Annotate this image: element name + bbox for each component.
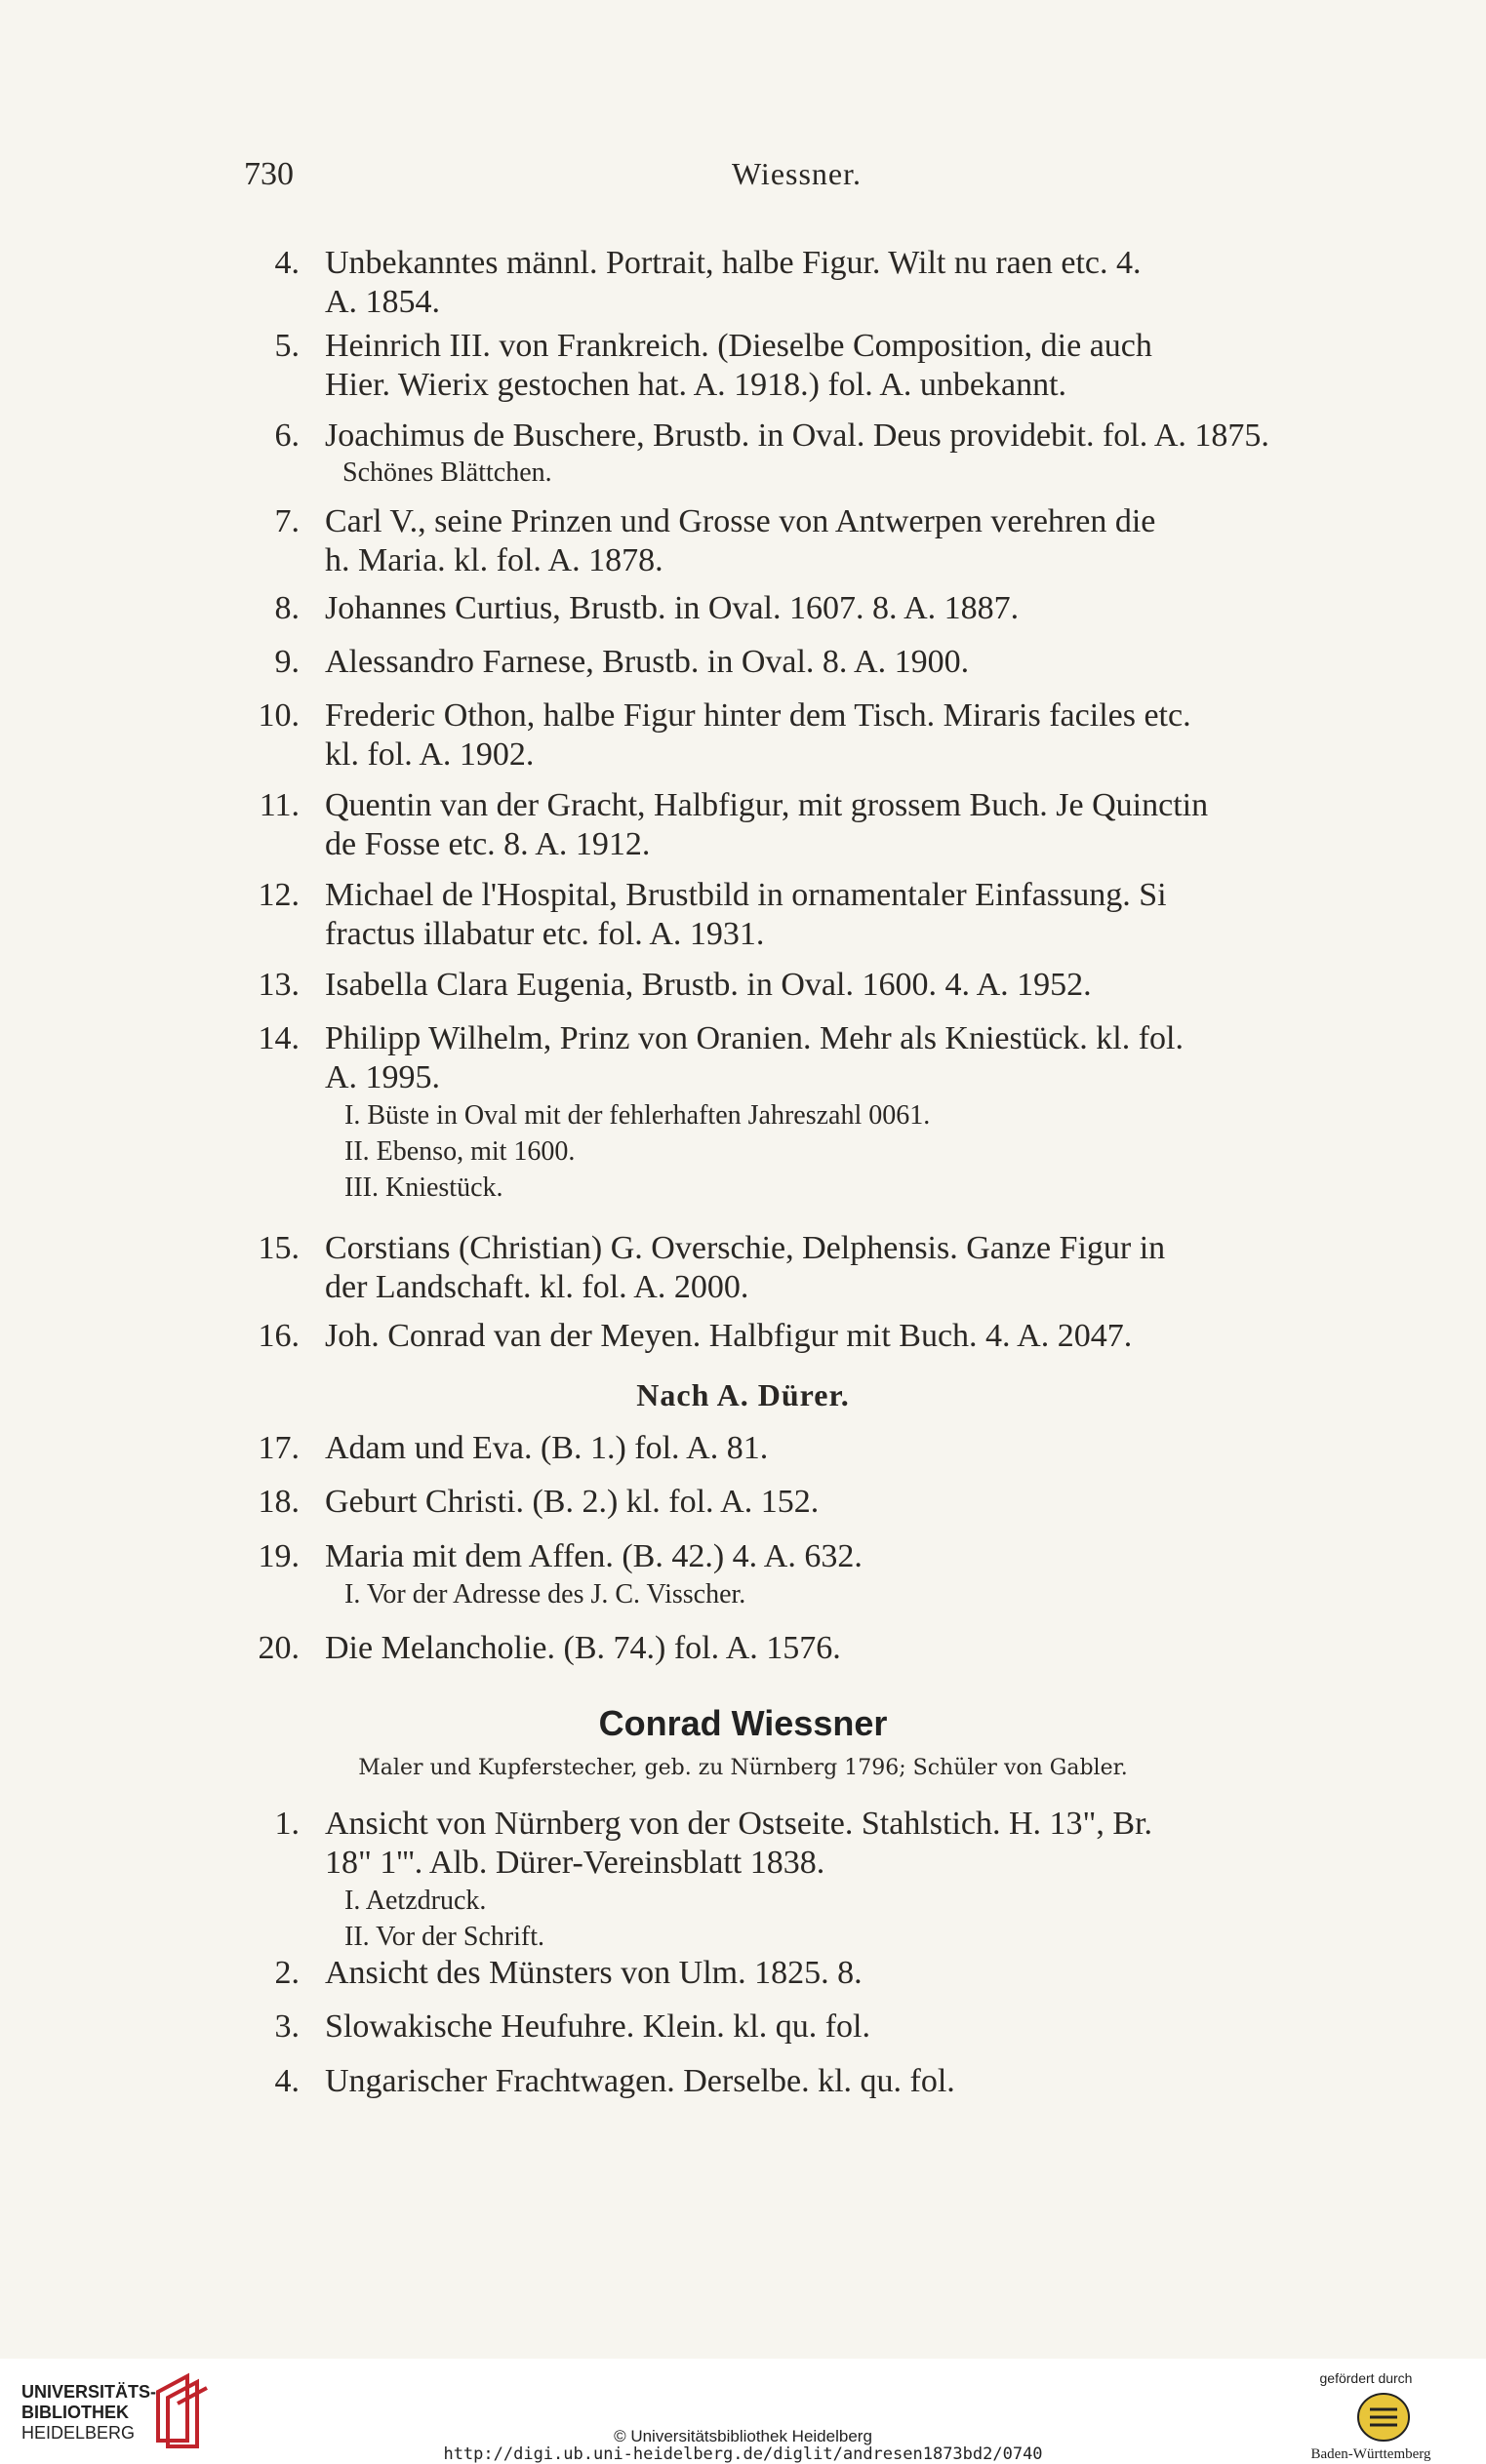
footer-bar: [0, 2359, 1486, 2463]
print-state: I. Büste in Oval mit der fehlerhaften Jahreszahl 0061.: [344, 1100, 931, 1131]
entry-text: [325, 2007, 1349, 2047]
entry-number: 20.: [258, 1630, 300, 1666]
entry-line: Isabella Clara Eugenia, Brustb. in Oval. 1600. 4. A. 1952.: [325, 967, 1092, 1003]
entry-line: Die Melancholie. (B. 74.) fol. A. 1576.: [325, 1630, 841, 1666]
entry-number: 19.: [258, 1538, 300, 1574]
entry-text: [325, 1429, 1349, 1468]
entry-number: 8.: [274, 590, 300, 626]
entry-number: 17.: [258, 1430, 300, 1466]
entry-text: [325, 1805, 1349, 1955]
state-crest-icon: [1354, 2388, 1413, 2446]
entry-text: [325, 417, 1349, 491]
entry-number: 11.: [259, 787, 300, 823]
entry-number: 13.: [258, 967, 300, 1003]
entry-line: Hier. Wierix gestochen hat. A. 1918.) fol. A. unbekannt.: [325, 367, 1067, 403]
entry-line: Alessandro Farnese, Brustb. in Oval. 8. A. 1900.: [325, 644, 970, 680]
entry-text: [325, 327, 1349, 405]
entry-line: Joh. Conrad van der Meyen. Halbfigur mit Buch. 4. A. 2047.: [325, 1318, 1133, 1354]
entry-number: 6.: [274, 417, 300, 454]
copyright-notice: © Universitätsbibliothek Heidelberg: [614, 2427, 872, 2445]
entry-text: [325, 786, 1349, 864]
print-state: I. Aetzdruck.: [344, 1886, 487, 1916]
entry-line: de Fosse etc. 8. A. 1912.: [325, 826, 651, 862]
page-header: [244, 156, 1346, 205]
funded-by-label: gefördert durch: [1319, 2370, 1413, 2386]
entry-line: Quentin van der Gracht, Halbfigur, mit grossem Buch. Je Quinctin: [325, 787, 1209, 823]
entry-number: 10.: [258, 697, 300, 734]
entry-line: 18" 1'''. Alb. Dürer-Vereinsblatt 1838.: [325, 1845, 825, 1881]
entry-text: [325, 1537, 1349, 1612]
entry-number: 4.: [274, 2063, 300, 2099]
entry-number: 4.: [274, 245, 300, 281]
entry-line: Carl V., seine Prinzen und Grosse von Antwerpen verehren die: [325, 503, 1156, 539]
entry-number: 7.: [274, 503, 300, 539]
source-url[interactable]: http://digi.ub.uni-heidelberg.de/diglit/andresen1873bd2/0740: [443, 2444, 1043, 2464]
entry-line: Corstians (Christian) G. Overschie, Delphensis. Ganze Figur in: [325, 1230, 1166, 1266]
entry-note: Schönes Blättchen.: [342, 457, 552, 488]
artist-biography: Maler und Kupferstecher, geb. zu Nürnberg 1796; Schüler von Gabler.: [358, 1756, 1128, 1780]
entry-number: 14.: [258, 1020, 300, 1056]
entry-number: 15.: [258, 1230, 300, 1266]
entry-number: 5.: [274, 328, 300, 364]
entry-text: [325, 244, 1349, 322]
print-state: III. Kniestück.: [344, 1172, 503, 1203]
entry-number: 2.: [274, 1955, 300, 1991]
entry-text: [325, 1483, 1349, 1522]
entry-line: Geburt Christi. (B. 2.) kl. fol. A. 152.: [325, 1484, 820, 1520]
entry-line: Ansicht des Münsters von Ulm. 1825. 8.: [325, 1955, 863, 1991]
entry-line: Frederic Othon, halbe Figur hinter dem Tisch. Miraris faciles etc.: [325, 697, 1191, 734]
print-state: II. Vor der Schrift.: [344, 1922, 545, 1952]
print-state: II. Ebenso, mit 1600.: [344, 1136, 576, 1167]
entry-line: A. 1854.: [325, 284, 441, 320]
entry-text: [325, 589, 1349, 628]
entry-line: Ansicht von Nürnberg von der Ostseite. Stahlstich. H. 13", Br.: [325, 1806, 1153, 1842]
entry-line: Adam und Eva. (B. 1.) fol. A. 81.: [325, 1430, 769, 1466]
entry-line: Heinrich III. von Frankreich. (Dieselbe Composition, die auch: [325, 328, 1152, 364]
print-state: I. Vor der Adresse des J. C. Visscher.: [344, 1579, 746, 1610]
entry-line: Joachimus de Buschere, Brustb. in Oval. Deus providebit. fol. A. 1875.: [325, 417, 1269, 454]
logo-line: HEIDELBERG: [21, 2423, 136, 2443]
entry-number: 12.: [258, 877, 300, 913]
entry-text: [325, 1629, 1349, 1668]
entry-text: [325, 1019, 1349, 1206]
entry-line: fractus illabatur etc. fol. A. 1931.: [325, 916, 765, 952]
state-name: Baden-Württemberg: [1310, 2446, 1431, 2462]
entry-number: 3.: [274, 2008, 300, 2045]
entry-text: [325, 2062, 1349, 2101]
entry-line: kl. fol. A. 1902.: [325, 736, 535, 773]
entry-text: [325, 696, 1349, 775]
entry-line: h. Maria. kl. fol. A. 1878.: [325, 542, 663, 578]
entry-number: 18.: [258, 1484, 300, 1520]
entry-text: [325, 1229, 1349, 1307]
entry-line: Maria mit dem Affen. (B. 42.) 4. A. 632.: [325, 1538, 863, 1574]
entry-text: [325, 876, 1349, 954]
entry-text: [325, 643, 1349, 682]
entry-text: [325, 1317, 1349, 1356]
entry-line: Johannes Curtius, Brustb. in Oval. 1607. 8. A. 1887.: [325, 590, 1020, 626]
entry-text: [325, 966, 1349, 1005]
section-heading-durer: Nach A. Dürer.: [636, 1377, 850, 1412]
entry-text: [325, 1954, 1349, 1993]
entry-number: 9.: [274, 644, 300, 680]
entry-line: der Landschaft. kl. fol. A. 2000.: [325, 1269, 749, 1305]
page-number: 730: [244, 156, 294, 192]
entry-line: Philipp Wilhelm, Prinz von Oranien. Mehr als Kniestück. kl. fol.: [325, 1020, 1184, 1056]
running-head: Wiessner.: [732, 156, 863, 191]
logo-line: UNIVERSITÄTS-: [21, 2382, 157, 2402]
entry-line: A. 1995.: [325, 1059, 441, 1095]
entry-line: Ungarischer Frachtwagen. Derselbe. kl. qu. fol.: [325, 2063, 955, 2099]
artist-heading: Conrad Wiessner: [598, 1703, 888, 1743]
entry-line: Slowakische Heufuhre. Klein. kl. qu. fol.: [325, 2008, 870, 2045]
logo-line: BIBLIOTHEK: [21, 2403, 129, 2422]
entry-number: 1.: [274, 1806, 300, 1842]
entry-text: [325, 502, 1349, 580]
entry-line: Unbekanntes männl. Portrait, halbe Figur. Wilt nu raen etc. 4.: [325, 245, 1142, 281]
entry-line: Michael de l'Hospital, Brustbild in ornamentaler Einfassung. Si: [325, 877, 1167, 913]
entry-number: 16.: [258, 1318, 300, 1354]
